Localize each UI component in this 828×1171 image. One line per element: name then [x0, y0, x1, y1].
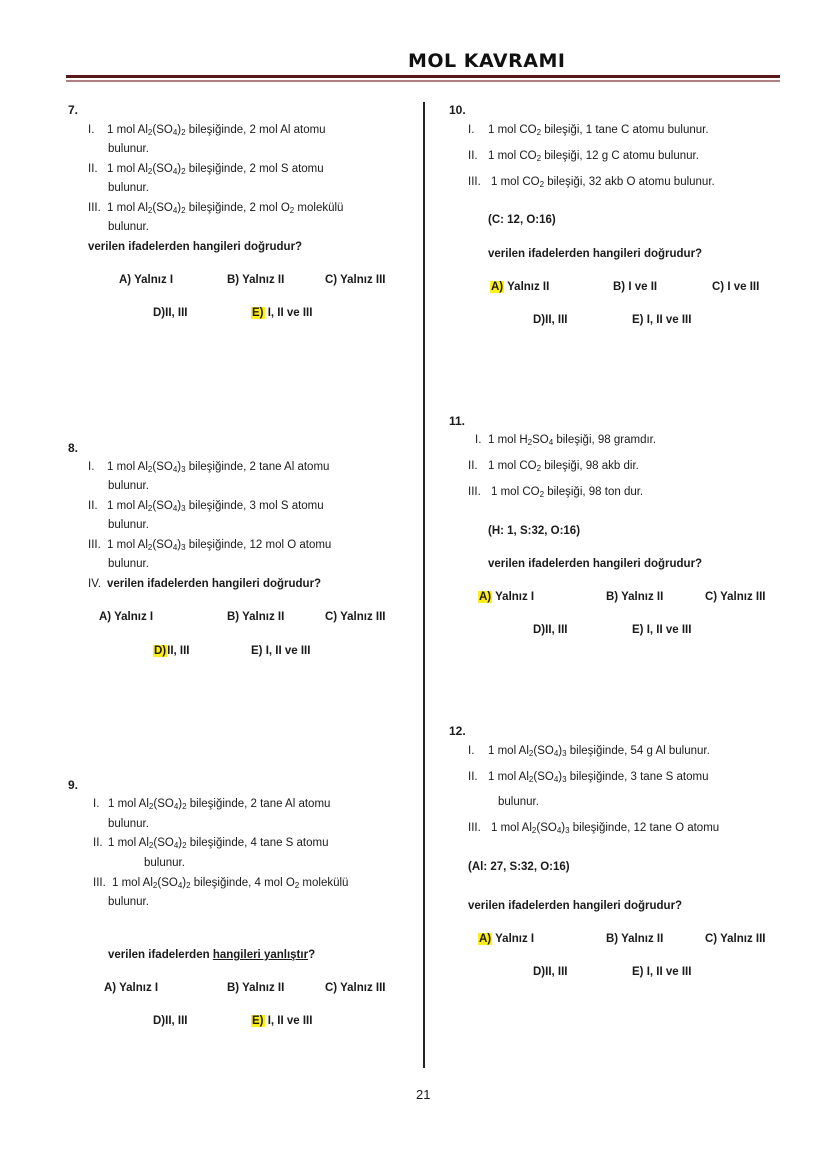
- option-d[interactable]: D)II, III: [533, 624, 568, 636]
- answer-highlight: A): [479, 933, 492, 945]
- statement-continuation: bulunur.: [108, 818, 149, 830]
- given-values: (H: 1, S:32, O:16): [488, 525, 581, 537]
- option-d[interactable]: D)II, III: [533, 314, 568, 326]
- option-e[interactable]: E) I, II ve III: [252, 307, 313, 319]
- statement-line: III. 1 mol $Al_2(SO_4)_3$ bileşiğinde, 12 mol O atomu: [88, 539, 332, 552]
- statement-line: I. 1 mol $Al_2(SO_4)_3$ bileşiğinde, 54 g Al bulunur.: [468, 745, 710, 758]
- statement-line: II. 1 mol $Al_2(SO_4)_3$ bileşiğinde, 3 tane S atomu: [468, 771, 709, 784]
- question-prompt: verilen ifadelerden hangileri doğrudur?: [488, 248, 703, 260]
- answer-highlight: A): [479, 591, 492, 603]
- statement-continuation: bulunur.: [108, 896, 149, 908]
- answer-highlight: E): [252, 1015, 264, 1027]
- answer-highlight: E): [252, 307, 264, 319]
- statement-line: II. 1 mol $Al_2(SO_4)_2$ bileşiğinde, 2 mol S atomu: [88, 163, 324, 176]
- option-c[interactable]: C) Yalnız III: [705, 591, 766, 603]
- option-e[interactable]: E) I, II ve III: [251, 645, 311, 657]
- question-number: 10.: [449, 103, 466, 117]
- answer-highlight: D): [154, 645, 167, 657]
- option-d[interactable]: D)II, III: [153, 1015, 188, 1027]
- answer-highlight: A): [491, 281, 504, 293]
- statement-continuation: bulunur.: [144, 857, 185, 869]
- page-title: MOL KAVRAMI: [408, 50, 566, 72]
- option-b[interactable]: B) Yalnız II: [606, 591, 664, 603]
- option-b[interactable]: B) I ve II: [613, 281, 658, 293]
- option-b[interactable]: B) Yalnız II: [227, 982, 285, 994]
- option-d[interactable]: D)II, III: [153, 307, 188, 319]
- option-d[interactable]: D)II, III: [154, 645, 190, 657]
- question-prompt: verilen ifadelerden hangileri doğrudur?: [468, 900, 683, 912]
- question-number: 8.: [68, 441, 79, 455]
- page-number: 21: [416, 1087, 431, 1102]
- option-e[interactable]: E) I, II ve III: [632, 314, 692, 326]
- option-a[interactable]: A) Yalnız I: [479, 591, 535, 603]
- question-prompt: verilen ifadelerden hangileri doğrudur?: [488, 558, 703, 570]
- statement-continuation: bulunur.: [108, 143, 149, 155]
- option-b[interactable]: B) Yalnız II: [227, 611, 285, 623]
- question-number: 7.: [68, 103, 79, 117]
- statement-line: II. 1 mol $Al_2(SO_4)_2$ bileşiğinde, 4 tane S atomu: [93, 837, 329, 850]
- option-e[interactable]: E) I, II ve III: [632, 624, 692, 636]
- statement-line: III. 1 mol $CO_2$ bileşiği, 98 ton dur.: [468, 486, 644, 499]
- given-values: (C: 12, O:16): [488, 214, 556, 226]
- statement-line: I. 1 mol $H_2SO_4$ bileşiği, 98 gramdır.: [475, 434, 657, 447]
- option-c[interactable]: C) I ve III: [712, 281, 760, 293]
- statement-line: I. 1 mol $Al_2(SO_4)_2$ bileşiğinde, 2 tane Al atomu: [93, 798, 331, 811]
- statement-continuation: bulunur.: [108, 558, 149, 570]
- option-a[interactable]: A) Yalnız I: [104, 982, 159, 994]
- question-prompt: IV. verilen ifadelerden hangileri doğrudur?: [88, 578, 322, 590]
- option-b[interactable]: B) Yalnız II: [606, 933, 664, 945]
- option-a[interactable]: A) Yalnız I: [479, 933, 535, 945]
- statement-line: II. 1 mol $CO_2$ bileşiği, 12 g C atomu bulunur.: [468, 150, 699, 163]
- statement-line: III. 1 mol $Al_2(SO_4)_3$ bileşiğinde, 12 tane O atomu: [468, 822, 720, 835]
- column-divider: [423, 102, 425, 1068]
- question-number: 12.: [449, 724, 466, 738]
- statement-continuation: bulunur.: [498, 796, 539, 808]
- option-a[interactable]: A) Yalnız II: [491, 281, 550, 293]
- option-e[interactable]: E) I, II ve III: [632, 966, 692, 978]
- question-prompt: verilen ifadelerden hangileri doğrudur?: [88, 241, 303, 253]
- option-c[interactable]: C) Yalnız III: [325, 611, 386, 623]
- option-e[interactable]: E) I, II ve III: [252, 1015, 313, 1027]
- option-c[interactable]: C) Yalnız III: [325, 982, 386, 994]
- statement-line: III. 1 mol $CO_2$ bileşiği, 32 akb O atomu bulunur.: [468, 176, 715, 189]
- question-number: 9.: [68, 778, 79, 792]
- statement-line: I. 1 mol $CO_2$ bileşiği, 1 tane C atomu bulunur.: [468, 124, 709, 137]
- option-c[interactable]: C) Yalnız III: [705, 933, 766, 945]
- statement-continuation: bulunur.: [108, 221, 149, 233]
- statement-line: II. 1 mol $Al_2(SO_4)_3$ bileşiğinde, 3 mol S atomu: [88, 500, 324, 513]
- statement-line: I. 1 mol $Al_2(SO_4)_3$ bileşiğinde, 2 tane Al atomu: [88, 461, 330, 474]
- statement-line: II. 1 mol $CO_2$ bileşiği, 98 akb dir.: [468, 460, 639, 473]
- question-number: 11.: [449, 414, 466, 428]
- statement-line: III. 1 mol $Al_2(SO_4)_2$ bileşiğinde, 2 mol $O_2$ molekülü: [88, 202, 344, 215]
- option-d[interactable]: D)II, III: [533, 966, 568, 978]
- option-b[interactable]: B) Yalnız II: [227, 274, 285, 286]
- header-rule-light: [66, 80, 780, 82]
- statement-continuation: bulunur.: [108, 182, 149, 194]
- question-prompt: verilen ifadelerden hangileri yanlıştır?: [108, 949, 316, 961]
- statement-line: III. 1 mol $Al_2(SO_4)_2$ bileşiğinde, 4 mol $O_2$ molekülü: [93, 877, 349, 890]
- statement-line: I. 1 mol $Al_2(SO_4)_2$ bileşiğinde, 2 mol Al atomu: [88, 124, 326, 137]
- header-rule: [66, 75, 780, 78]
- option-c[interactable]: C) Yalnız III: [325, 274, 386, 286]
- statement-continuation: bulunur.: [108, 480, 149, 492]
- statement-continuation: bulunur.: [108, 519, 149, 531]
- option-a[interactable]: A) Yalnız I: [119, 274, 174, 286]
- given-values: (Al: 27, S:32, O:16): [468, 861, 570, 873]
- option-a[interactable]: A) Yalnız I: [99, 611, 154, 623]
